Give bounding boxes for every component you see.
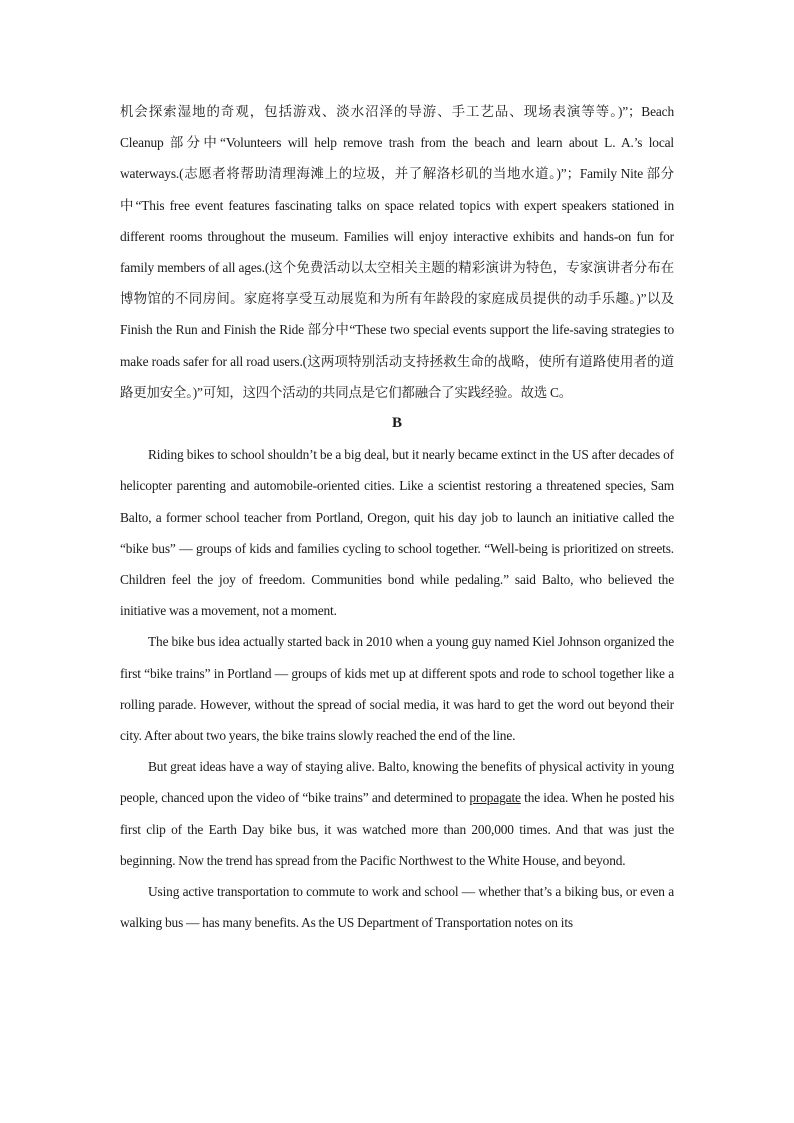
article-paragraph-3 <box>120 751 674 876</box>
underlined-word: propagate <box>469 790 521 806</box>
paragraph-3-text-start: But great ideas have a way of staying alive. Balto, knowing the benefits of physical activity in young people, chanced upon the video of “bike trains” and determined to <box>120 759 674 806</box>
section-heading: B <box>391 415 402 432</box>
answer-explanation: 机会探索湿地的奇观，包括游戏、淡水沼泽的导游、手工艺品、现场表演等等。)”；Beach Cleanup 部分中“Volunteers will help remove trash from the beach and learn about L. A.’s local waterways.(志愿者将帮助清理海滩上的垃圾，并了解洛杉矶的当地水道。)”；Family Nite 部分中“This free event features fascinating talks on space related topics with expert speakers stationed in different rooms throughout the museum. Families will enjoy interactive exhibits and hands-on fun for family members of all ages.(这个免费活动以太空相关主题的精彩演讲为特色，专家演讲者分布在博物馆的不同房间。家庭将享受互动展览和为所有年龄段的家庭成员提供的动手乐趣。)”以及 Finish the Run and Finish the Ride 部分中“These two special events support the life-saving strategies to make roads safer for all road users.(这两项特别活动支持拯救生命的战略，使所有道路使用者的道路更加安全。)”可知，这四个活动的共同点是它们都融合了实践经验。故选 C。 <box>120 104 674 400</box>
article-paragraph-2: The bike bus idea actually started back in 2010 when a young guy named Kiel Johnson organized the first “bike trains” in Portland — groups of kids met up at different spots and rode to school together like a rolling parade. However, without the spread of social media, it was hard to get the word out beyond their city. After about two years, the bike trains slowly reached the end of the line. <box>120 634 674 744</box>
page-content <box>120 96 674 938</box>
article-paragraph-1: Riding bikes to school shouldn’t be a big deal, but it nearly became extinct in the US after decades of helicopter parenting and automobile-oriented cities. Like a scientist restoring a threatened species, Sam Balto, a former school teacher from Portland, Oregon, quit his day job to launch an initiative called the “bike bus” — groups of kids and families cycling to school together. “Well-being is prioritized on streets. Children feel the joy of freedom. Communities bond while pedaling.” said Balto, who believed the initiative was a movement, not a moment. <box>120 447 674 619</box>
article-paragraph-4: Using active transportation to commute to work and school — whether that’s a biking bus, or even a walking bus — has many benefits. As the US Department of Transportation notes on its <box>120 884 674 931</box>
paragraph-3-text-end: the idea. When he posted his first clip of the Earth Day bike bus, it was watched more than 200,000 times. And that was just the beginning. Now the trend has spread from the Pacific Northwest to the White House, and beyond. <box>120 790 675 868</box>
